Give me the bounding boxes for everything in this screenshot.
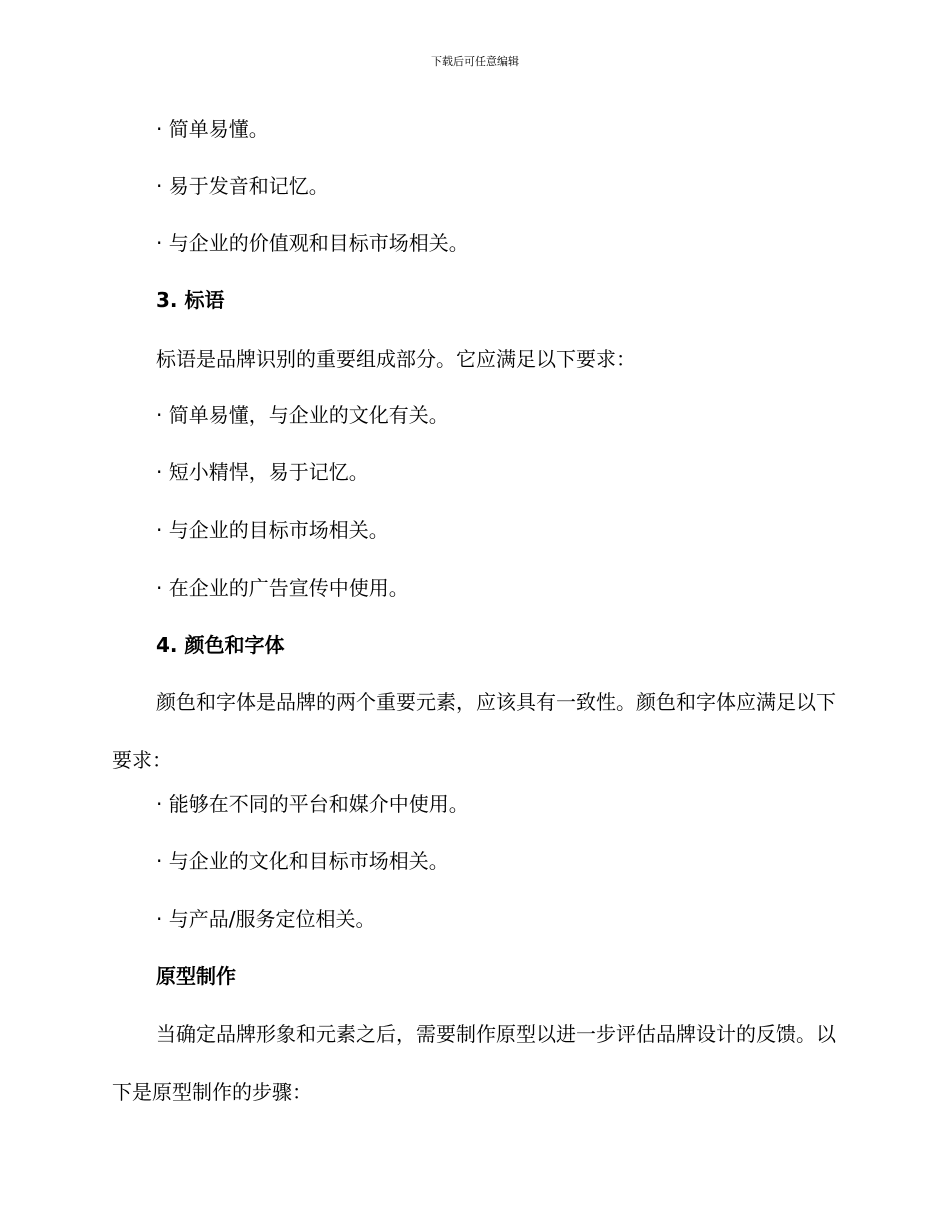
bullet-item: · 与企业的文化和目标市场相关。	[156, 849, 449, 873]
bullet-item: · 与产品/服务定位相关。	[156, 907, 376, 931]
paragraph: 颜色和字体是品牌的两个重要元素，应该具有一致性。颜色和字体应满足以下要求：	[112, 690, 836, 772]
bullet-item: · 简单易懂，与企业的文化有关。	[156, 403, 449, 427]
bullet-item: · 与企业的价值观和目标市场相关。	[156, 231, 469, 255]
bullet-item: · 与企业的目标市场相关。	[156, 518, 389, 542]
section-heading: 原型制作	[156, 964, 236, 988]
bullet-item: · 短小精悍，易于记忆。	[156, 460, 369, 484]
bullet-item: · 简单易懂。	[156, 117, 269, 141]
bullet-item: · 易于发音和记忆。	[156, 174, 329, 198]
paragraph: 当确定品牌形象和元素之后，需要制作原型以进一步评估品牌设计的反馈。以下是原型制作的步骤：	[112, 1022, 836, 1104]
paragraph: 标语是品牌识别的重要组成部分。它应满足以下要求：	[156, 347, 636, 371]
bullet-item: · 在企业的广告宣传中使用。	[156, 576, 409, 600]
section-heading: 4. 颜色和字体	[156, 633, 285, 657]
bullet-item: · 能够在不同的平台和媒介中使用。	[156, 792, 469, 816]
section-heading: 3. 标语	[156, 288, 225, 312]
page-header: 下载后可任意编辑	[431, 55, 519, 68]
